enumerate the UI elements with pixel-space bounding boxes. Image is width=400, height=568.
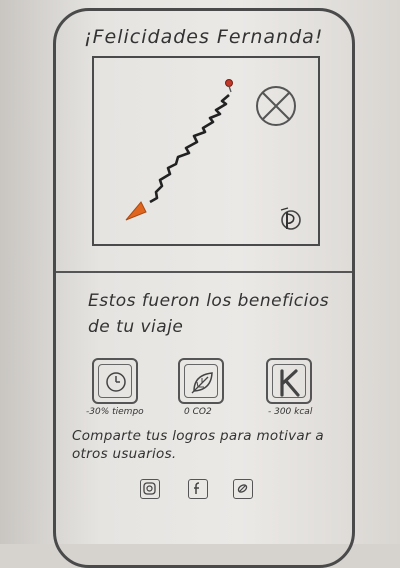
- parking-icon: [281, 208, 300, 229]
- route-map[interactable]: [92, 56, 320, 246]
- benefits-intro: Estos fueron los beneficios de tu viaje: [88, 291, 330, 337]
- benefit-co2-icon-box: [178, 358, 224, 404]
- map-route: [150, 95, 229, 202]
- benefit-co2-label: 0 CO2: [184, 407, 212, 417]
- k-calorie-icon: [268, 360, 314, 406]
- clock-icon: [94, 360, 140, 406]
- link-button[interactable]: [233, 479, 253, 499]
- end-marker-icon: [226, 80, 233, 87]
- benefit-time-label: -30% tiempo: [86, 407, 144, 417]
- instagram-icon: [141, 480, 158, 497]
- share-message: Comparte tus logros para motivar a otros usuarios.: [72, 428, 324, 462]
- benefit-time-icon-box: [92, 358, 138, 404]
- benefit-kcal-icon-box: [266, 358, 312, 404]
- page-title: ¡Felicidades Fernanda!: [84, 26, 324, 48]
- link-icon: [234, 480, 251, 497]
- facebook-icon: [189, 480, 206, 497]
- section-divider: [56, 271, 352, 273]
- leaf-icon: [180, 360, 226, 406]
- instagram-button[interactable]: [140, 479, 160, 499]
- start-marker-icon: [126, 202, 146, 220]
- facebook-button[interactable]: [188, 479, 208, 499]
- benefit-kcal-label: - 300 kcal: [268, 407, 313, 417]
- close-icon[interactable]: [257, 87, 295, 125]
